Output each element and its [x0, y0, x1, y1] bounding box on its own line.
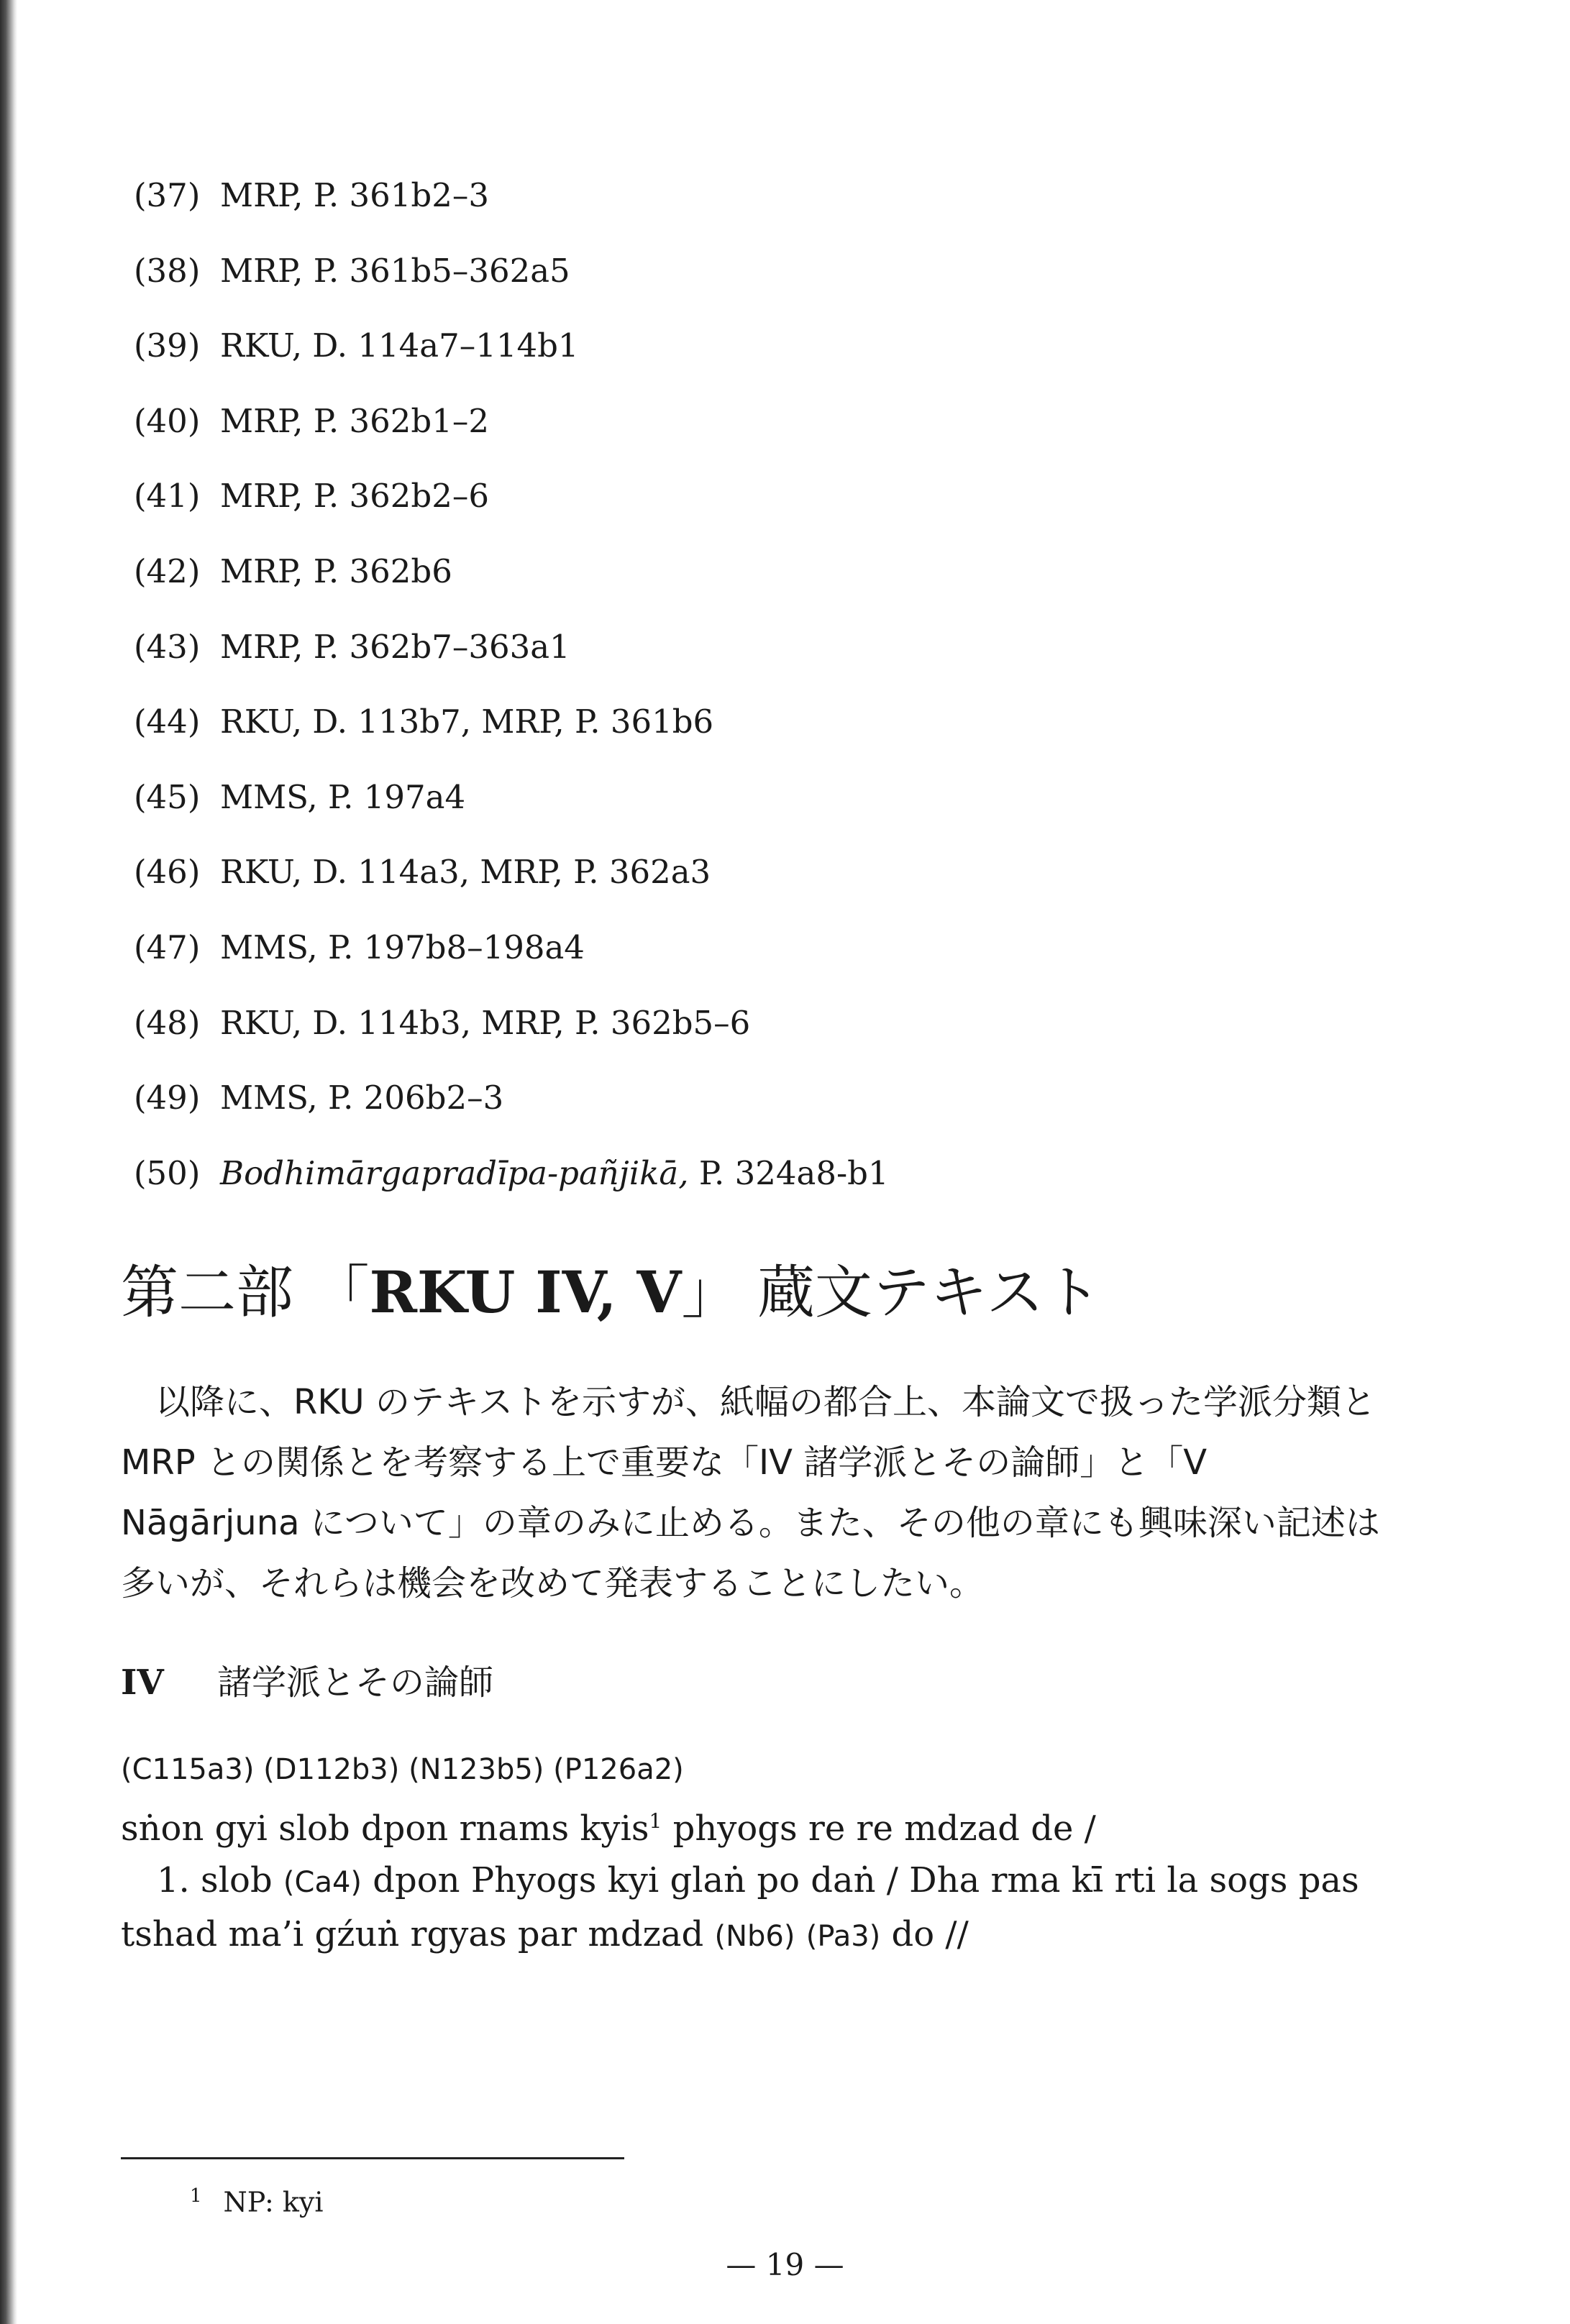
- part-title-open-bracket: 「: [311, 1259, 370, 1326]
- endnote-number: (42): [134, 552, 201, 590]
- endnote-number: (48): [134, 1003, 201, 1042]
- endnote-item: [134, 618, 1428, 694]
- endnote-italic-title: Bodhimārgapradīpa-pañjikā,: [220, 1153, 689, 1192]
- part-title-prefix: 第二部: [121, 1259, 293, 1326]
- footnote-marker: 1: [649, 1809, 662, 1833]
- section-number: IV: [121, 1662, 164, 1703]
- endnote-number: (49): [134, 1079, 201, 1117]
- intro-section: [121, 1372, 1394, 1614]
- folio-reference: (Pa3): [805, 1920, 881, 1953]
- section-title: 諸学派とその論師: [217, 1662, 494, 1703]
- endnote-number: (44): [134, 703, 201, 741]
- footnote-number: 1: [190, 2185, 202, 2207]
- endnote-item: [134, 769, 1428, 844]
- folio-references: (C115a3) (D112b3) (N123b5) (P126a2): [121, 1753, 684, 1786]
- part-title-suffix: 蔵文テキスト: [757, 1259, 1102, 1326]
- part-title-latin: RKU IV, V: [369, 1258, 682, 1326]
- endnote-number: (39): [134, 326, 201, 365]
- endnote-text: MRP, P. 362b2–6: [220, 477, 489, 516]
- tibetan-line-text: dpon Phyogs kyi glaṅ po daṅ / Dha rma kī rti la sogs pas: [362, 1860, 1359, 1900]
- endnote-text: MRP, P. 361b2–3: [220, 176, 489, 214]
- endnote-item: [134, 317, 1428, 393]
- tibetan-line-text: phyogs re re mdzad de /: [662, 1808, 1096, 1849]
- endnote-text: MRP, P. 361b5–362a5: [220, 251, 570, 290]
- footnote-text: NP: kyi: [223, 2186, 324, 2218]
- endnote-text: MMS, P. 197a4: [220, 777, 466, 816]
- endnote-item: [134, 843, 1428, 919]
- tibetan-line-text: sṅon gyi slob dpon rnams kyis: [121, 1808, 649, 1849]
- tibetan-line-text: do //: [880, 1914, 969, 1954]
- endnote-number: (45): [134, 777, 201, 816]
- endnote-item: [134, 167, 1428, 242]
- page-number: — 19 —: [726, 2247, 844, 2282]
- endnote-text: MRP, P. 362b7–363a1: [220, 627, 570, 666]
- tibetan-text: [121, 1744, 1394, 1962]
- endnote-text: MRP, P. 362b6: [220, 552, 452, 590]
- endnote-number: (41): [134, 477, 201, 516]
- endnote-number: (50): [134, 1153, 201, 1192]
- tibetan-line: [121, 1795, 1394, 1854]
- endnote-number: (38): [134, 251, 201, 290]
- folio-reference: (Nb6): [714, 1920, 795, 1953]
- endnote-text: MMS, P. 206b2–3: [220, 1079, 504, 1117]
- tibetan-line-text: tshad ma’i gźuṅ rgyas par mdzad: [121, 1914, 715, 1954]
- endnote-item: [134, 467, 1428, 543]
- footnote: [121, 2176, 324, 2223]
- endnote-item: [134, 242, 1428, 318]
- tibetan-line: [121, 1908, 1394, 1962]
- endnote-item: [134, 393, 1428, 468]
- endnote-number: (43): [134, 627, 201, 666]
- folio-reference: (Ca4): [283, 1866, 362, 1899]
- tibetan-line: [121, 1854, 1394, 1908]
- endnote-number: (46): [134, 853, 201, 892]
- tibetan-line-text: 1. slob: [157, 1860, 283, 1900]
- endnote-text: MMS, P. 197b8–198a4: [220, 928, 585, 966]
- endnote-item: [134, 919, 1428, 994]
- endnote-item: [134, 994, 1428, 1070]
- endnote-text: MRP, P. 362b1–2: [220, 401, 489, 440]
- endnote-number: (47): [134, 928, 201, 966]
- endnote-item: [134, 693, 1428, 769]
- part-title: [121, 1253, 1101, 1332]
- section-heading: [121, 1657, 493, 1708]
- endnote-item: [134, 1069, 1428, 1145]
- endnote-list: [134, 167, 1428, 1220]
- endnote-item: [134, 543, 1428, 618]
- endnote-text: RKU, D. 114a7–114b1: [220, 326, 579, 365]
- footnote-divider: [121, 2157, 624, 2159]
- scan-edge-shadow: [0, 0, 17, 2324]
- endnote-number: (40): [134, 401, 201, 440]
- endnote-text: RKU, D. 114a3, MRP, P. 362a3: [220, 853, 711, 892]
- endnote-number: (37): [134, 176, 201, 214]
- endnote-item: [134, 1145, 1428, 1220]
- endnote-text: P. 324a8-b1: [688, 1153, 889, 1192]
- endnote-text: RKU, D. 114b3, MRP, P. 362b5–6: [220, 1003, 751, 1042]
- endnote-text: RKU, D. 113b7, MRP, P. 361b6: [220, 703, 714, 741]
- part-title-close-bracket: 」: [681, 1259, 739, 1326]
- intro-paragraph: 以降に、RKU のテキストを示すが、紙幅の都合上、本論文で扱った学派分類と MRP との関係とを考察する上で重要な「IV 諸学派とその論師」と「V Nāgārjuna について」の章のみに止める。また、その他の章にも興味深い記述は多いが、それらは機会を改めて発表することにしたい。: [121, 1382, 1380, 1604]
